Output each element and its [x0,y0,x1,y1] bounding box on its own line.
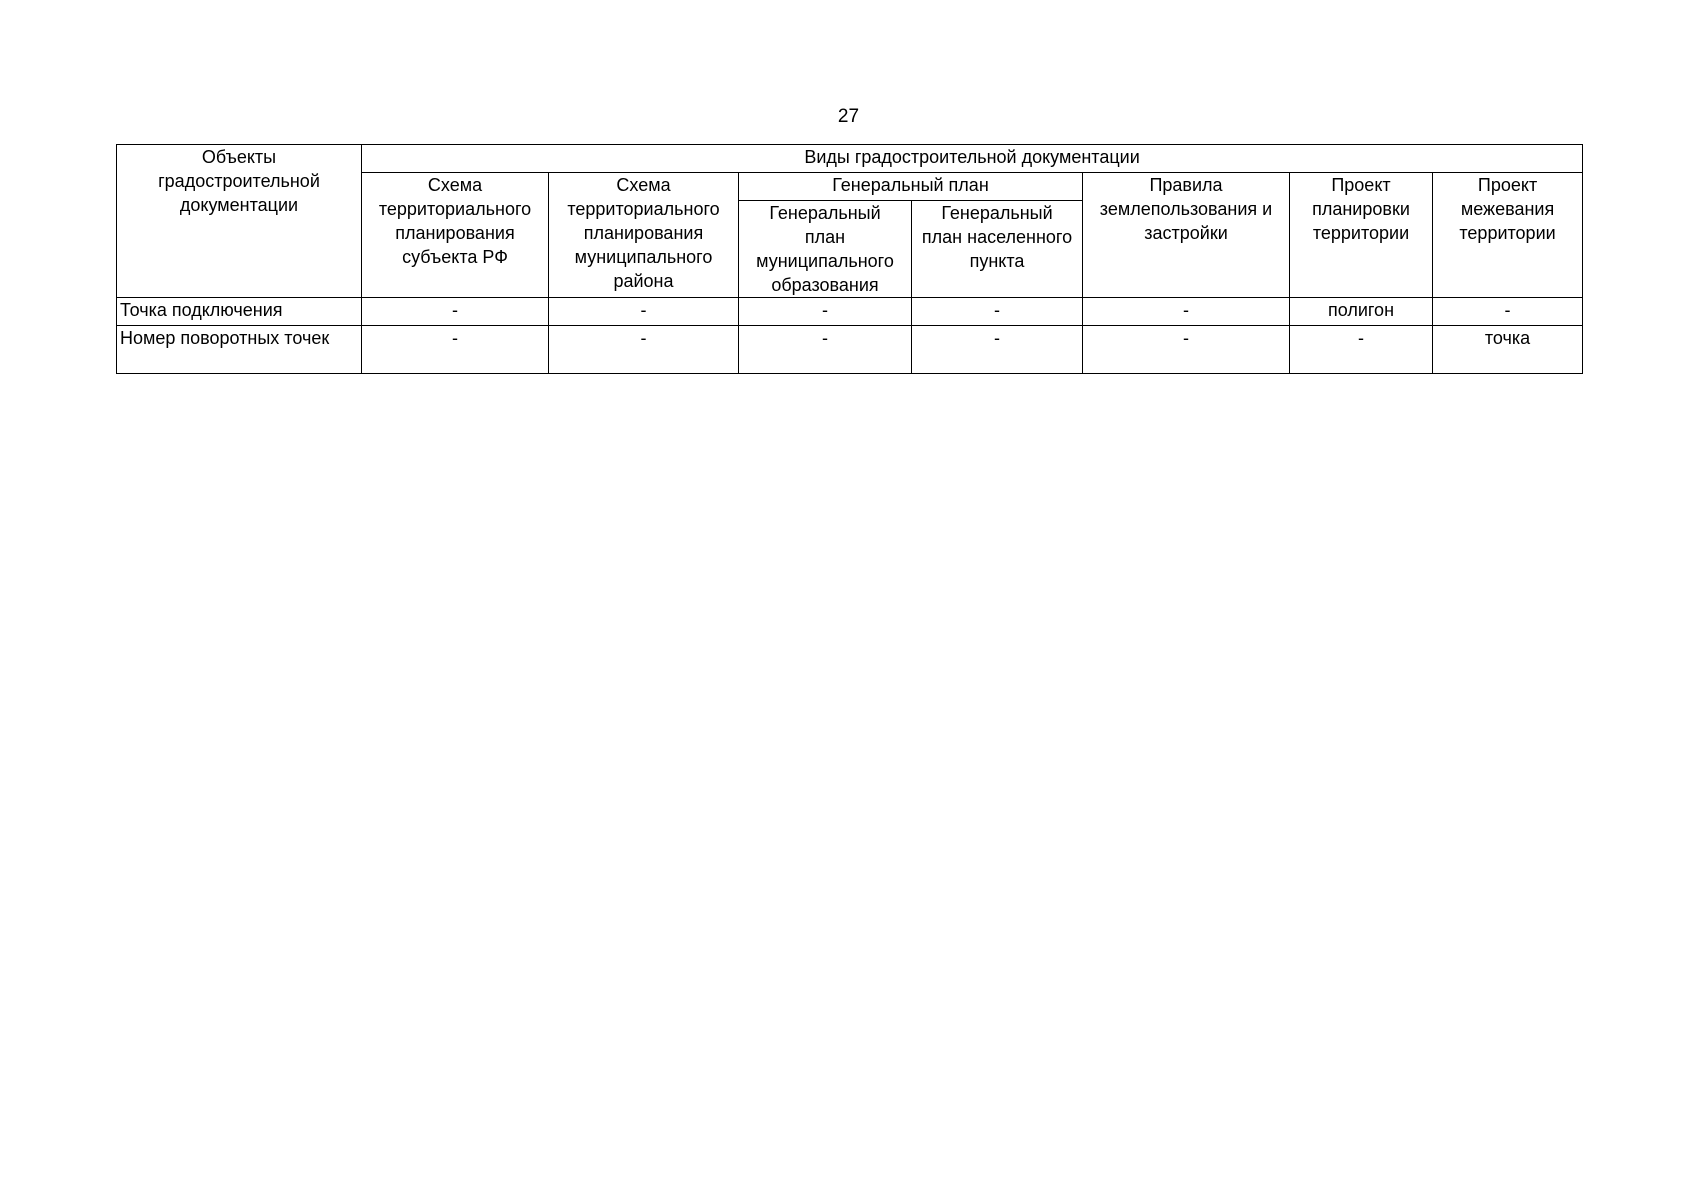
column-header-land-use-rules: Правила землепользования и застройки [1083,173,1290,298]
table-cell: - [549,326,739,374]
column-header-surveying-project: Проект межевания территории [1433,173,1583,298]
table-cell: точка [1433,326,1583,374]
table-cell: - [362,326,549,374]
table-cell: - [739,326,912,374]
subcolumn-header-general-plan-settlement: Генеральный план населенного пункта [912,201,1083,298]
subcolumn-header-general-plan-municipal: Генеральный план муниципального образования [739,201,912,298]
header-row-group [117,145,1583,173]
page-number: 27 [837,106,860,127]
table-cell: - [1083,298,1290,326]
table-cell: - [739,298,912,326]
column-header-schema-district: Схема территориального планирования муниципального района [549,173,739,298]
corner-header-cell: Объекты градостроительной документации [117,145,362,298]
table-cell: - [912,326,1083,374]
table-cell: полигон [1290,298,1433,326]
table-cell: - [1083,326,1290,374]
table-cell: - [1290,326,1433,374]
table-row [117,326,1583,374]
row-label: Точка подключения [117,298,362,326]
table-cell: - [1433,298,1583,326]
documentation-table [116,144,1583,374]
table-cell: - [912,298,1083,326]
table-cell: - [362,298,549,326]
column-header-schema-subject: Схема территориального планирования субъекта РФ [362,173,549,298]
group-header-cell: Виды градостроительной документации [362,145,1583,173]
table-cell: - [549,298,739,326]
table-row [117,298,1583,326]
column-header-general-plan: Генеральный план [739,173,1083,201]
row-label: Номер поворотных точек [117,326,362,374]
column-header-planning-project: Проект планировки территории [1290,173,1433,298]
